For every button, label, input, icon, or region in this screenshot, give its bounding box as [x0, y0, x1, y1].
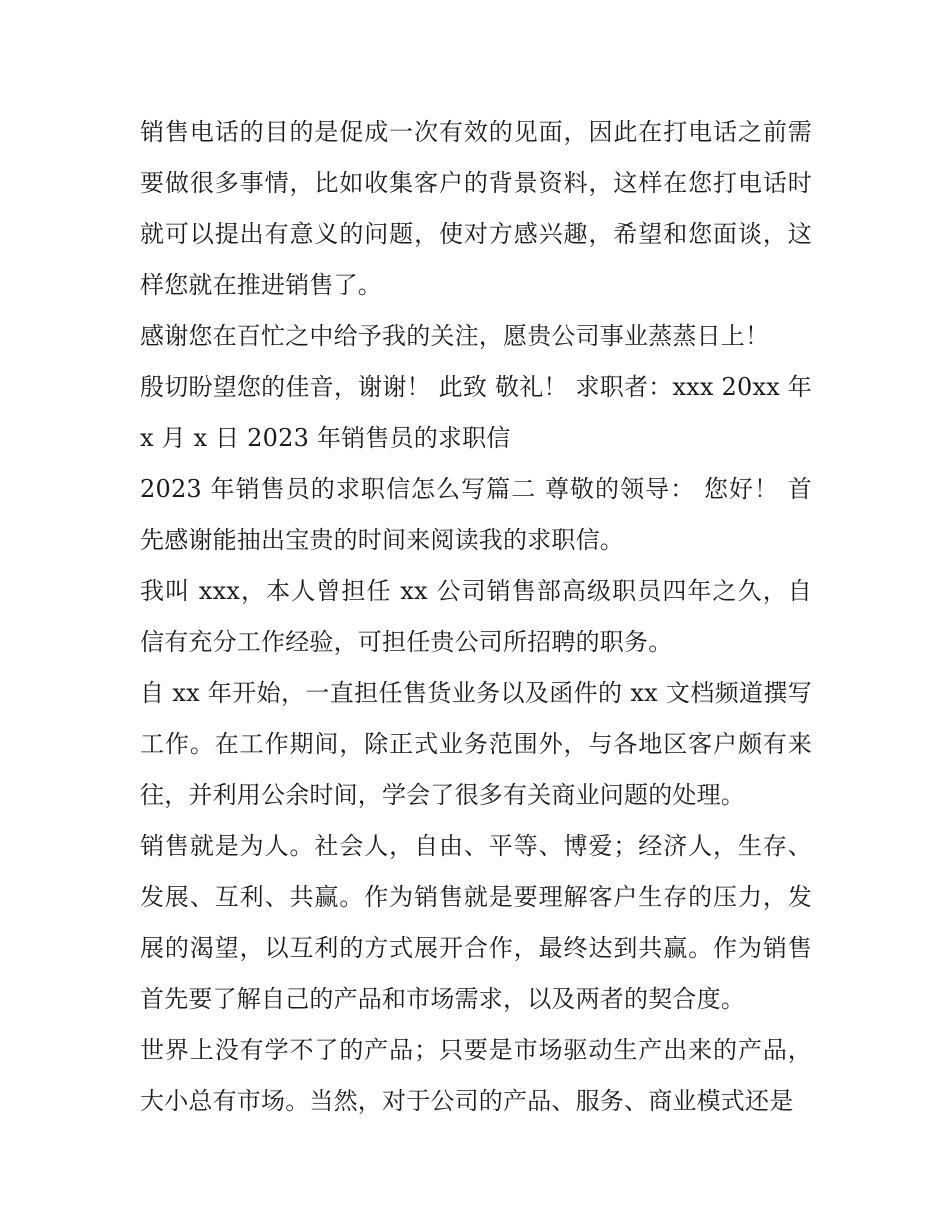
paragraph-closing-signature: 殷切盼望您的佳音，谢谢！ 此致 敬礼！ 求职者：xxx 20xx 年 x 月 x 日 2023 年销售员的求职信 [140, 373, 812, 452]
paragraph-thanks: 感谢您在百忙之中给予我的关注，愿贵公司事业蒸蒸日上！ [140, 322, 770, 350]
paragraph-letter-two-greeting: 2023 年销售员的求职信怎么写篇二 尊敬的领导： 您好！ 首先感谢能抽出宝贵的时间来阅读我的求职信。 [140, 475, 812, 554]
document-body [140, 107, 812, 1127]
paragraph-sales-call-purpose: 销售电话的目的是促成一次有效的见面，因此在打电话之前需要做很多事情，比如收集客户的背景资料，这样在您打电话时就可以提出有意义的问题，使对方感兴趣，希望和您面谈，这样您就在推进销售了。 [140, 118, 812, 299]
paragraph-work-experience: 自 xx 年开始，一直担任售货业务以及函件的 xx 文档频道撰写工作。在工作期间，除正式业务范围外，与各地区客户颇有来往，并利用公余时间，学会了很多有关商业问题的处理。 [140, 679, 812, 809]
paragraph-products-market: 世界上没有学不了的产品；只要是市场驱动生产出来的产品，大小总有市场。当然，对于公司的产品、服务、商业模式还是 [140, 1036, 812, 1115]
paragraph-self-introduction: 我叫 xxx，本人曾担任 xx 公司销售部高级职员四年之久，自信有充分工作经验，可担任贵公司所招聘的职务。 [140, 577, 812, 656]
paragraph-sales-philosophy: 销售就是为人。社会人，自由、平等、博爱；经济人，生存、发展、互利、共赢。作为销售就是要理解客户生存的压力，发展的渴望，以互利的方式展开合作，最终达到共赢。作为销售首先要了解自己的产品和市场需求，以及两者的契合度。 [140, 832, 812, 1013]
